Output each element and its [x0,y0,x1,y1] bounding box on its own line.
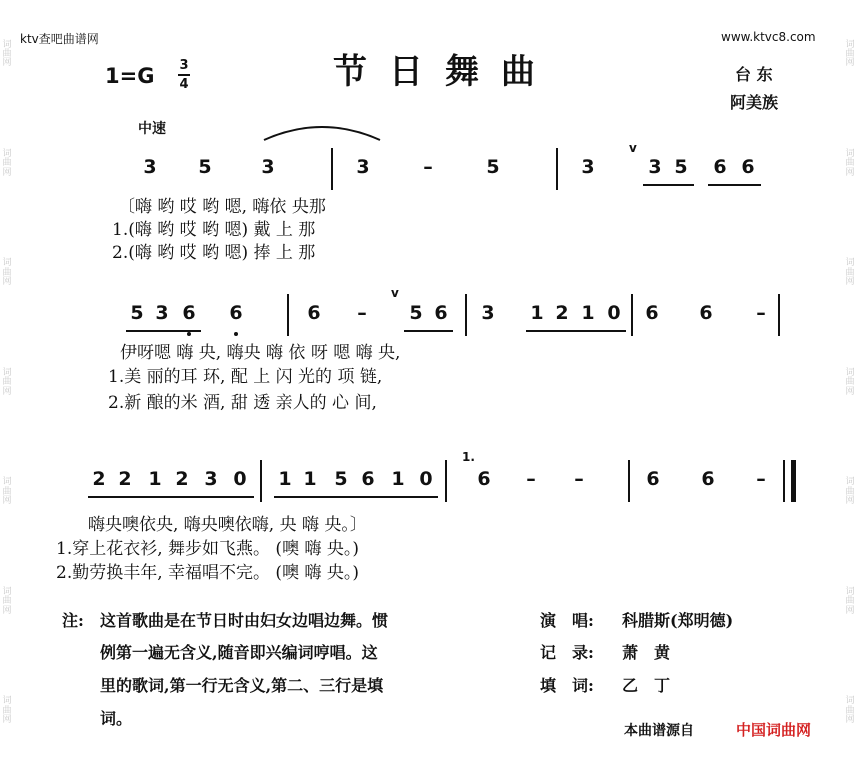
watermark-group [2,478,11,506]
row2-lyric-a: 伊呀嗯 嗨 央, 嗨央 嗨 依 呀 嗯 嗨 央, [120,343,401,363]
note-label: 注: [62,611,84,630]
watermark-char: 曲 [845,267,855,278]
watermark-char: 词 [845,258,855,269]
beam-underline [126,330,201,332]
row2-note: 6 [307,302,321,324]
site-name-left: ktv查吧曲谱网 [20,32,99,46]
row1-lyric-b: 1.(嗨 哟 哎 哟 嗯) 戴 上 那 [112,220,316,240]
row3-note: 2 [118,468,132,490]
row3-note: 1 [278,468,292,490]
watermark-char: 网 [2,605,12,616]
row2-note: – [756,302,766,324]
beam-underline [274,496,438,498]
watermark-char: 网 [845,496,855,507]
watermark-char: 词 [2,586,12,597]
watermark-char: 词 [845,39,855,50]
row3-note: 6 [477,468,491,490]
row2-note: 6 [645,302,659,324]
breath-mark: v [629,141,637,155]
watermark-char: 词 [2,148,12,159]
key-signature: 1=G [105,64,155,88]
barline [778,294,780,336]
watermark-group [845,41,854,69]
row2-note: 6 [182,302,196,324]
barline [465,294,467,336]
watermark-char: 网 [2,58,12,69]
watermark-char: 曲 [845,705,855,716]
watermark-char: 曲 [2,705,12,716]
watermark-char: 网 [2,167,12,178]
watermark-char: 网 [2,277,12,288]
beam-underline [526,330,626,332]
watermark-char: 网 [845,167,855,178]
watermark-char: 曲 [845,377,855,388]
row3-note: 2 [175,468,189,490]
barline [631,294,633,336]
watermark-group [845,588,854,616]
credit-recorder: 萧 黄 [622,643,671,662]
watermark-char: 词 [845,367,855,378]
row2-lyric-c: 2.新 酿的米 酒, 甜 透 亲人的 心 间, [108,393,377,413]
watermark-char: 网 [845,277,855,288]
barline [556,148,558,190]
row2-note: 5 [130,302,144,324]
watermark-char: 网 [2,714,12,725]
volta-mark: 1. [462,450,475,464]
row3-lyric-a: 嗨央噢依央, 嗨央噢依嗨, 央 嗨 央。〕 [88,515,367,535]
row3-note: – [526,468,536,490]
row3-lyric-b: 1.穿上花衣衫, 舞步如飞燕。 (噢 嗨 央。) [56,539,360,559]
credit-singer-label: 演 唱: [540,611,594,630]
watermark-char: 曲 [2,48,12,59]
row1-note: 3 [356,156,370,178]
octave-dot-below [187,332,191,336]
note-line-3: 里的歌词,第一行无含义,第二、三行是填 [100,676,384,695]
row3-note: – [574,468,584,490]
barline [628,460,630,502]
breath-mark: v [391,286,399,300]
watermark-char: 网 [2,386,12,397]
row1-note: 3 [143,156,157,178]
row1-note: 5 [486,156,500,178]
row1-note: 5 [674,156,688,178]
barline [783,460,785,502]
row3-note: 1 [148,468,162,490]
time-bottom: 4 [179,77,189,92]
final-barline [791,460,796,502]
watermark-char: 曲 [2,486,12,497]
watermark-char: 词 [2,367,12,378]
watermark-char: 网 [845,58,855,69]
beam-underline [643,184,694,186]
watermark-char: 曲 [845,158,855,169]
watermark-char: 词 [845,148,855,159]
row2-note: 2 [555,302,569,324]
row2-note: 1 [581,302,595,324]
watermark-char: 曲 [2,267,12,278]
row1-note: 6 [713,156,727,178]
watermark-group [845,478,854,506]
row2-lyric-b: 1.美 丽的耳 环, 配 上 闪 光的 项 链, [108,367,383,387]
watermark-group [845,369,854,397]
author-region: 台 东 [735,65,773,84]
row2-note: 3 [155,302,169,324]
row1-note: 3 [261,156,275,178]
watermark-char: 曲 [2,596,12,607]
credit-singer: 科腊斯(郑明德) [622,611,734,630]
watermark-char: 曲 [845,596,855,607]
watermark-group [2,150,11,178]
watermark-char: 词 [845,586,855,597]
credit-recorder-label: 记 录: [540,643,594,662]
site-name-right: www.ktvc8.com [721,30,816,44]
row3-note: 0 [233,468,247,490]
slur-arc [262,120,382,144]
row1-note: 5 [198,156,212,178]
row2-note: 6 [229,302,243,324]
row3-note: – [756,468,766,490]
credit-lyricist-label: 填 词: [540,676,594,695]
row2-note: 5 [409,302,423,324]
barline [445,460,447,502]
barline [331,148,333,190]
row3-note: 3 [204,468,218,490]
barline [260,460,262,502]
row3-lyric-c: 2.勤劳换丰年, 幸福唱不完。 (噢 嗨 央。) [56,563,360,583]
row2-note: – [357,302,367,324]
watermark-char: 网 [845,605,855,616]
watermark-group [845,697,854,725]
row1-lyric-a: 〔嗨 哟 哎 哟 嗯, 嗨依 央那 [118,197,326,217]
source-text: 本曲谱源自 [624,723,694,739]
watermark-group [845,150,854,178]
row3-note: 1 [391,468,405,490]
row3-note: 6 [701,468,715,490]
watermark-char: 曲 [2,377,12,388]
watermark-char: 词 [2,477,12,488]
side-watermark-left [0,0,14,766]
watermark-group [2,369,11,397]
row2-note: 6 [699,302,713,324]
time-signature [178,58,190,92]
row1-note: 3 [648,156,662,178]
tempo-marking: 中速 [138,121,166,137]
watermark-group [845,259,854,287]
watermark-group [2,41,11,69]
row3-note: 6 [646,468,660,490]
row1-note: 6 [741,156,755,178]
barline [287,294,289,336]
watermark-group [2,697,11,725]
row2-note: 0 [607,302,621,324]
row1-note: 3 [581,156,595,178]
author-ethnicity: 阿美族 [730,93,779,112]
row1-lyric-c: 2.(嗨 哟 哎 哟 嗯) 捧 上 那 [112,243,316,263]
source-brand-link[interactable]: 中国词曲网 [736,721,812,739]
time-top: 3 [179,58,189,73]
row1-note: – [423,156,433,178]
beam-underline [708,184,761,186]
beam-underline [404,330,453,332]
row2-note: 1 [530,302,544,324]
watermark-char: 词 [845,477,855,488]
watermark-char: 网 [845,386,855,397]
row3-note: 6 [361,468,375,490]
row2-note: 3 [481,302,495,324]
watermark-char: 词 [2,696,12,707]
note-line-2: 例第一遍无含义,随音即兴编词哼唱。这 [100,643,378,662]
watermark-char: 词 [845,696,855,707]
watermark-char: 词 [2,258,12,269]
watermark-char: 曲 [2,158,12,169]
watermark-group [2,259,11,287]
row3-note: 0 [419,468,433,490]
watermark-char: 词 [2,39,12,50]
song-title: 节日舞曲 [333,52,557,92]
side-watermark-right [843,0,857,766]
row3-note: 5 [334,468,348,490]
watermark-char: 曲 [845,48,855,59]
watermark-group [2,588,11,616]
credit-lyricist: 乙 丁 [622,676,671,695]
watermark-char: 曲 [845,486,855,497]
row2-note: 6 [434,302,448,324]
octave-dot-below [234,332,238,336]
note-line-4: 词。 [100,709,133,728]
beam-underline [88,496,254,498]
row3-note: 2 [92,468,106,490]
row3-note: 1 [303,468,317,490]
note-line-1: 这首歌曲是在节日时由妇女边唱边舞。惯 [100,611,389,630]
watermark-char: 网 [845,714,855,725]
watermark-char: 网 [2,496,12,507]
